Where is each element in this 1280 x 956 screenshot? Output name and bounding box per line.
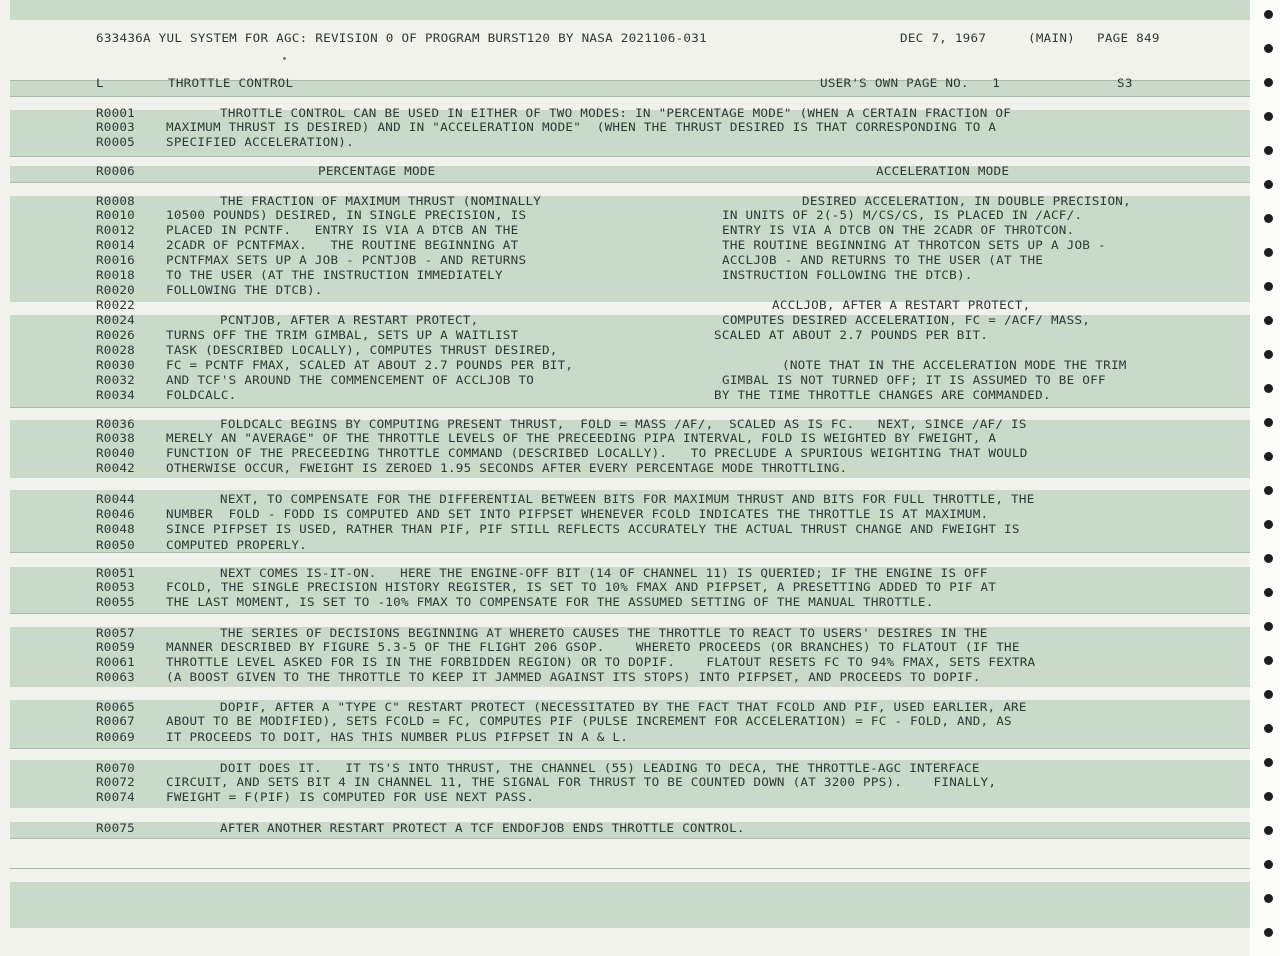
listing-line: DOIT DOES IT. IT TS'S INTO THRUST, THE CHANNEL (55) LEADING TO DECA, THE THROTTLE-AGC INTERFACE: [220, 761, 980, 775]
listing-line: THE LAST MOMENT, IS SET TO -10% FMAX TO COMPENSATE FOR THE ASSUMED SETTING OF THE MANUAL THROTTLE.: [166, 595, 934, 609]
listing-line: FUNCTION OF THE PRECEEDING THROTTLE COMMAND (DESCRIBED LOCALLY). TO PRECLUDE A SPURIOUS WEIGHTING THAT WOULD: [166, 446, 1028, 460]
title-code: S3: [1117, 76, 1133, 90]
left-column-text: AND TCF'S AROUND THE COMMENCEMENT OF ACCLJOB TO: [166, 373, 535, 387]
feed-hole: [1264, 894, 1273, 903]
left-column-text: PCNTJOB, AFTER A RESTART PROTECT,: [220, 313, 479, 327]
right-column-text: ACCLJOB - AND RETURNS TO THE USER (AT THE: [722, 253, 1044, 267]
feed-hole: [1264, 146, 1273, 155]
listing-line: AFTER ANOTHER RESTART PROTECT A TCF ENDOFJOB ENDS THROTTLE CONTROL.: [220, 821, 745, 835]
right-column-text: (NOTE THAT IN THE ACCELERATION MODE THE TRIM: [782, 358, 1127, 372]
line-number: R0048: [96, 522, 135, 536]
listing-line: CIRCUIT, AND SETS BIT 4 IN CHANNEL 11, THE SIGNAL FOR THRUST TO BE COUNTED DOWN (AT 3200 PPS). FINALLY,: [166, 775, 997, 789]
left-column-text: FOLLOWING THE DTCB).: [166, 283, 323, 297]
line-number: R0070: [96, 761, 135, 775]
feed-hole: [1264, 792, 1273, 801]
left-column-text: TO THE USER (AT THE INSTRUCTION IMMEDIATELY: [166, 268, 503, 282]
line-number: R0018: [96, 268, 135, 282]
line-number: R0001: [96, 106, 135, 120]
header-page: PAGE 849: [1097, 31, 1160, 45]
ink-dot: [283, 57, 286, 60]
line-number: R0063: [96, 670, 135, 684]
feed-hole: [1264, 928, 1273, 937]
listing-line: FWEIGHT = F(PIF) IS COMPUTED FOR USE NEXT PASS.: [166, 790, 535, 804]
left-column-text: 10500 POUNDS) DESIRED, IN SINGLE PRECISION, IS: [166, 208, 527, 222]
listing-line: THROTTLE CONTROL CAN BE USED IN EITHER OF TWO MODES: IN "PERCENTAGE MODE" (WHEN A CERTAIN FRACTION OF: [220, 106, 1012, 120]
feed-hole: [1264, 520, 1273, 529]
left-column-text: FOLDCALC.: [166, 388, 237, 402]
line-number: R0005: [96, 135, 135, 149]
feed-hole: [1264, 826, 1273, 835]
listing-line: COMPUTED PROPERLY.: [166, 538, 307, 552]
line-number: R0038: [96, 431, 135, 445]
line-number: R0059: [96, 640, 135, 654]
line-number: R0006: [96, 164, 135, 178]
feed-hole: [1264, 350, 1273, 359]
feed-hole: [1264, 248, 1273, 257]
feed-hole: [1264, 180, 1273, 189]
line-number: R0016: [96, 253, 135, 267]
left-column-text: PERCENTAGE MODE: [318, 164, 436, 178]
line-number: R0032: [96, 373, 135, 387]
ruling-line: [10, 552, 1250, 553]
line-number: R0044: [96, 492, 135, 506]
feed-hole: [1264, 690, 1273, 699]
line-number: R0051: [96, 566, 135, 580]
feed-hole: [1264, 724, 1273, 733]
line-number: R0010: [96, 208, 135, 222]
ruling-line: [10, 182, 1250, 183]
line-number: R0074: [96, 790, 135, 804]
feed-hole: [1264, 384, 1273, 393]
line-number: R0036: [96, 417, 135, 431]
right-column-text: INSTRUCTION FOLLOWING THE DTCB).: [722, 268, 973, 282]
ruling-line: [10, 613, 1250, 614]
feed-hole: [1264, 418, 1273, 427]
line-number: R0057: [96, 626, 135, 640]
feed-hole: [1264, 486, 1273, 495]
right-column-text: THE ROUTINE BEGINNING AT THROTCON SETS UP A JOB -: [722, 238, 1106, 252]
line-number: R0022: [96, 298, 135, 312]
line-number: R0075: [96, 821, 135, 835]
left-column-text: TURNS OFF THE TRIM GIMBAL, SETS UP A WAITLIST: [166, 328, 519, 342]
line-number: R0067: [96, 714, 135, 728]
right-column-text: DESIRED ACCELERATION, IN DOUBLE PRECISION,: [802, 194, 1131, 208]
title-marker: L: [96, 76, 104, 90]
listing-line: SINCE PIFPSET IS USED, RATHER THAN PIF, PIF STILL REFLECTS ACCURATELY THE ACTUAL THRUST CHANGE AND FWEIGHT IS: [166, 522, 1020, 536]
feed-hole: [1264, 452, 1273, 461]
header-section: (MAIN): [1028, 31, 1075, 45]
right-column-text: IN UNITS OF 2(-5) M/CS/CS, IS PLACED IN /ACF/.: [722, 208, 1083, 222]
line-number: R0055: [96, 595, 135, 609]
feed-hole: [1264, 316, 1273, 325]
header-program-id: 633436A YUL SYSTEM FOR AGC: REVISION 0 OF PROGRAM BURST120 BY NASA 2021106-031: [96, 31, 707, 45]
own-page-number: USER'S OWN PAGE NO. 1: [820, 76, 1001, 90]
right-column-text: GIMBAL IS NOT TURNED OFF; IT IS ASSUMED TO BE OFF: [722, 373, 1106, 387]
feed-hole: [1264, 656, 1273, 665]
ruling-line: [10, 838, 1250, 839]
line-number: R0026: [96, 328, 135, 342]
line-number: R0040: [96, 446, 135, 460]
line-number: R0065: [96, 700, 135, 714]
line-number: R0012: [96, 223, 135, 237]
ruling-line: [10, 96, 1250, 97]
listing-line: MANNER DESCRIBED BY FIGURE 5.3-5 OF THE FLIGHT 206 GSOP. WHERETO PROCEEDS (OR BRANCHES) TO FLATOUT (IF THE: [166, 640, 1020, 654]
line-number: R0046: [96, 507, 135, 521]
right-column-text: SCALED AT ABOUT 2.7 POUNDS PER BIT.: [714, 328, 989, 342]
line-number: R0053: [96, 580, 135, 594]
left-column-text: PCNTFMAX SETS UP A JOB - PCNTJOB - AND RETURNS: [166, 253, 527, 267]
line-number: R0008: [96, 194, 135, 208]
feed-hole: [1264, 214, 1273, 223]
listing-line: (A BOOST GIVEN TO THE THROTTLE TO KEEP IT JAMMED AGAINST ITS STOPS) INTO PIFPSET, AND PROCEEDS TO DOPIF.: [166, 670, 981, 684]
right-column-text: COMPUTES DESIRED ACCELERATION, FC = /ACF/ MASS,: [722, 313, 1091, 327]
line-number: R0069: [96, 730, 135, 744]
ruling-line: [10, 407, 1250, 408]
left-column-text: 2CADR OF PCNTFMAX. THE ROUTINE BEGINNING AT: [166, 238, 519, 252]
line-number: R0034: [96, 388, 135, 402]
line-number: R0020: [96, 283, 135, 297]
feed-hole: [1264, 10, 1273, 19]
feed-hole: [1264, 622, 1273, 631]
feed-hole: [1264, 78, 1273, 87]
right-column-text: ACCELERATION MODE: [876, 164, 1010, 178]
left-column-text: PLACED IN PCNTF. ENTRY IS VIA A DTCB AN THE: [166, 223, 519, 237]
green-bar: [10, 166, 1250, 182]
listing-line: SPECIFIED ACCELERATION).: [166, 135, 354, 149]
listing-line: FOLDCALC BEGINS BY COMPUTING PRESENT THRUST, FOLD = MASS /AF/, SCALED AS IS FC. NEXT, SINCE /AF/ IS: [220, 417, 1027, 431]
listing-line: IT PROCEEDS TO DOIT, HAS THIS NUMBER PLUS PIFPSET IN A & L.: [166, 730, 629, 744]
feed-hole: [1264, 44, 1273, 53]
feed-hole: [1264, 112, 1273, 121]
listing-line: MERELY AN "AVERAGE" OF THE THROTTLE LEVELS OF THE PRECEEDING PIPA INTERVAL, FOLD IS WEIGHTED BY FWEIGHT, A: [166, 431, 997, 445]
line-number: R0014: [96, 238, 135, 252]
feed-hole: [1264, 282, 1273, 291]
line-number: R0024: [96, 313, 135, 327]
left-column-text: TASK (DESCRIBED LOCALLY), COMPUTES THRUST DESIRED,: [166, 343, 558, 357]
ruling-line: [10, 156, 1250, 157]
listing-line: NEXT, TO COMPENSATE FOR THE DIFFERENTIAL BETWEEN BITS FOR MAXIMUM THRUST AND BITS FOR FULL THROTTLE, THE: [220, 492, 1035, 506]
line-number: R0072: [96, 775, 135, 789]
left-column-text: THE FRACTION OF MAXIMUM THRUST (NOMINALLY: [220, 194, 542, 208]
listing-line: DOPIF, AFTER A "TYPE C" RESTART PROTECT (NECESSITATED BY THE FACT THAT FCOLD AND PIF, USED EARLIER, ARE: [220, 700, 1027, 714]
listing-line: NEXT COMES IS-IT-ON. HERE THE ENGINE-OFF BIT (14 OF CHANNEL 11) IS QUERIED; IF THE ENGINE IS OFF: [220, 566, 988, 580]
line-number: R0050: [96, 538, 135, 552]
green-bar: [10, 0, 1250, 20]
listing-line: THROTTLE LEVEL ASKED FOR IS IN THE FORBIDDEN REGION) OR TO DOPIF. FLATOUT RESETS FC TO 94% FMAX, SETS FEXTRA: [166, 655, 1036, 669]
listing-line: OTHERWISE OCCUR, FWEIGHT IS ZEROED 1.95 SECONDS AFTER EVERY PERCENTAGE MODE THROTTLING.: [166, 461, 848, 475]
right-column-text: ACCLJOB, AFTER A RESTART PROTECT,: [772, 298, 1031, 312]
feed-hole: [1264, 588, 1273, 597]
line-number: R0030: [96, 358, 135, 372]
ruling-line: [10, 748, 1250, 749]
listing-line: MAXIMUM THRUST IS DESIRED) AND IN "ACCELERATION MODE" (WHEN THE THRUST DESIRED IS THAT CORRESPONDING TO A: [166, 120, 997, 134]
tractor-feed-edge: [1250, 0, 1280, 956]
feed-hole: [1264, 860, 1273, 869]
left-column-text: FC = PCNTF FMAX, SCALED AT ABOUT 2.7 POUNDS PER BIT,: [166, 358, 574, 372]
listing-line: FCOLD, THE SINGLE PRECISION HISTORY REGISTER, IS SET TO 10% FMAX AND PIFPSET, A PRESETTING ADDED TO PIF AT: [166, 580, 997, 594]
listing-line: ABOUT TO BE MODIFIED), SETS FCOLD = FC, COMPUTES PIF (PULSE INCREMENT FOR ACCELERATION) = FC - FOLD, AND, AS: [166, 714, 1012, 728]
line-number: R0028: [96, 343, 135, 357]
feed-hole: [1264, 554, 1273, 563]
line-number: R0061: [96, 655, 135, 669]
ruling-line: [10, 868, 1250, 869]
right-column-text: ENTRY IS VIA A DTCB ON THE 2CADR OF THROTCON.: [722, 223, 1075, 237]
feed-hole: [1264, 758, 1273, 767]
page-title: THROTTLE CONTROL: [168, 76, 294, 90]
header-date: DEC 7, 1967: [900, 31, 987, 45]
listing-line: THE SERIES OF DECISIONS BEGINNING AT WHERETO CAUSES THE THROTTLE TO REACT TO USERS' DESIRES IN THE: [220, 626, 988, 640]
green-bar: [10, 882, 1250, 928]
listing-line: NUMBER FOLD - FODD IS COMPUTED AND SET INTO PIFPSET WHENEVER FCOLD INDICATES THE THROTTLE IS AT MAXIMUM.: [166, 507, 989, 521]
line-number: R0003: [96, 120, 135, 134]
line-number: R0042: [96, 461, 135, 475]
right-column-text: BY THE TIME THROTTLE CHANGES ARE COMMANDED.: [714, 388, 1051, 402]
